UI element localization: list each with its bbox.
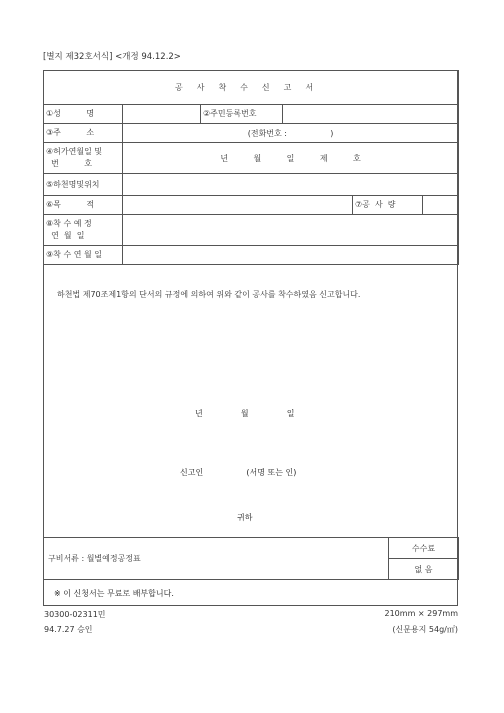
address-field[interactable]: (전화번호 : ) bbox=[123, 124, 459, 143]
fee-label: 수수료 bbox=[389, 538, 459, 559]
paper-spec: (신문용지 54g/㎡) bbox=[392, 625, 458, 634]
document-title: 공사착수신고서 bbox=[44, 71, 459, 105]
required-docs: 구비서류 : 월별예정공정표 bbox=[44, 538, 389, 580]
start-date-label: ⑨착 수 연 월 일 bbox=[44, 246, 123, 265]
approval-date: 94.7.27 승인 bbox=[44, 625, 93, 634]
purpose-field[interactable] bbox=[123, 196, 353, 215]
start-date-field[interactable] bbox=[123, 246, 459, 265]
permit-label: ④허가연월일 및 번 호 bbox=[44, 143, 123, 174]
fee-table bbox=[43, 537, 459, 580]
address-label: ③주 소 bbox=[44, 124, 123, 143]
purpose-label: ⑥목 적 bbox=[44, 196, 123, 215]
quantity-label: ⑦공 사 량 bbox=[353, 196, 423, 215]
planned-date-label: ⑧착 수 예 정 연 월 일 bbox=[44, 215, 123, 246]
id-number-field[interactable] bbox=[283, 105, 459, 124]
statement-text: 하천법 제70조제1항의 단서의 규정에 의하여 위와 같이 공사를 착수하였음 신고합니다. bbox=[57, 290, 361, 299]
form-code: 30300-02311민 bbox=[44, 610, 106, 619]
river-field[interactable] bbox=[123, 174, 459, 196]
paper-size: 210mm × 297mm bbox=[384, 609, 458, 618]
fee-value: 없 음 bbox=[389, 559, 459, 580]
applicant-signature[interactable]: 신고인 (서명 또는 인) bbox=[180, 468, 297, 477]
recipient-text: 귀하 bbox=[237, 513, 253, 522]
application-grid bbox=[43, 70, 459, 265]
name-label: ①성 명 bbox=[44, 105, 123, 124]
name-field[interactable] bbox=[123, 105, 201, 124]
quantity-field[interactable] bbox=[423, 196, 459, 215]
river-label: ⑤하천명및위치 bbox=[44, 174, 123, 196]
permit-field[interactable]: 년 월 일 제 호 bbox=[123, 143, 459, 174]
free-distribution-notice: ※ 이 신청서는 무료로 배부합니다. bbox=[54, 589, 174, 598]
report-date-line[interactable]: 년 월 일 bbox=[195, 409, 295, 418]
planned-date-field[interactable] bbox=[123, 215, 459, 246]
form-label: [별지 제32호서식] <개정 94.12.2> bbox=[43, 52, 181, 62]
id-number-label: ②주민등록번호 bbox=[201, 105, 283, 124]
